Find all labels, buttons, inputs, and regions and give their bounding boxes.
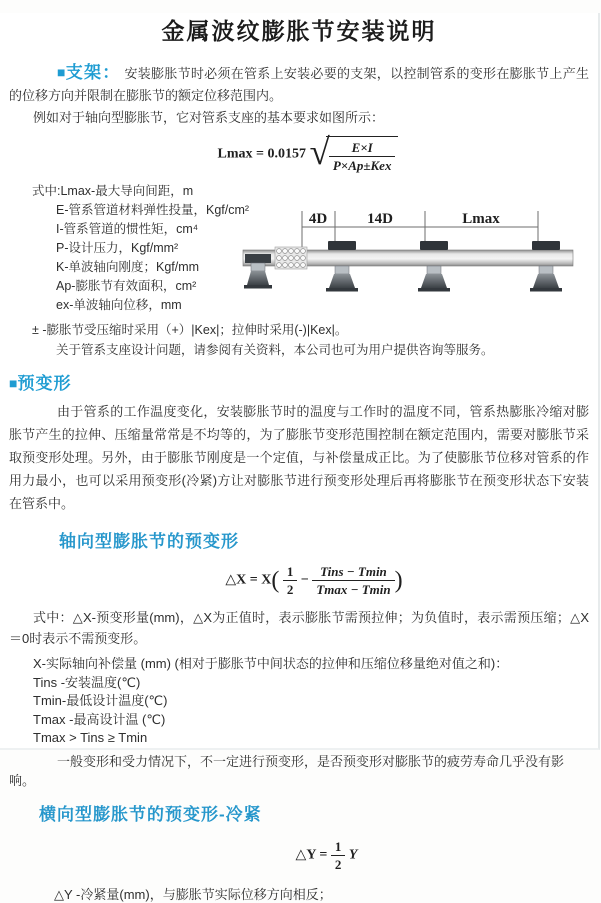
definition-item: P-设计压力，Kgf/mm² [56, 241, 179, 255]
lmax-formula [27, 132, 589, 173]
lmax-fraction-numerator: E×I [329, 140, 396, 157]
lmax-fraction-denominator: P×Ap±Kex [332, 158, 392, 173]
minus-sign: − [300, 572, 309, 588]
bracket-example-line: 例如对于轴向型膨胀节，它对管系支座的基本要求如图所示： [33, 110, 385, 125]
axial-preform-formula [39, 564, 589, 597]
close-paren: ) [394, 567, 403, 594]
axial-subsection-heading: 轴向型膨胀节的预变形 [59, 532, 239, 551]
lateral-preform-formula [64, 839, 589, 872]
document-page [0, 13, 600, 902]
open-paren: ( [271, 567, 280, 594]
axial-general-note: 一般变形和受力情况下，不一定进行预变形，是否预变形对膨胀节的疲劳寿命几乎没有影响。 [9, 753, 565, 788]
sqrt-expression [309, 132, 399, 173]
axial-formula-lhs: △X = X [225, 572, 272, 588]
section-square-icon: ■ [9, 375, 18, 391]
definition-item: E-管系管道材料弹性投量，Kgf/cm² [56, 203, 250, 217]
axial-variable-line: Tins -安装温度(℃) [33, 674, 141, 690]
axial-variable-line: Tmax > Tins ≥ Tmin [33, 730, 148, 745]
half-fraction [283, 564, 298, 597]
page-title: 金属波纹膨胀节安装说明 [161, 18, 437, 44]
axial-variable-line: X-实际轴向补偿量 (mm) (相对于膨胀节中间状态的拉伸和压缩位移量绝对值之和)： [33, 656, 509, 671]
lateral-subsection-heading: 横向型膨胀节的预变形-冷紧 [39, 804, 262, 824]
dim-label-4d: 4D [308, 211, 328, 227]
lateral-half-numerator: 1 [331, 839, 346, 856]
lateral-half-fraction [331, 839, 346, 872]
anchor-support [244, 254, 272, 289]
definition-lead: 式中:Lmax-最大导向间距，m [32, 184, 194, 198]
half-denominator: 2 [286, 582, 294, 597]
definitions-and-diagram [9, 182, 589, 316]
lateral-formula-rhs: Y [348, 847, 358, 863]
axial-variable-line: Tmin-最低设计温度(℃) [33, 693, 168, 708]
lmax-formula-lhs: Lmax = 0.0157 [217, 146, 307, 162]
preform-section-label: 预变形 [17, 374, 72, 393]
bracket-body-text: 安装膨胀节时必须在管系上安装必要的支架，以控制管系的变形在膨胀节上产生的位移方向并限制在膨胀节的额定位移范围内。 [9, 66, 589, 103]
section-square-icon: ■ [57, 64, 66, 80]
lmax-fraction [329, 140, 396, 173]
definition-item: I-管系管道的惯性矩，cm⁴ [56, 222, 199, 236]
definition-item: Ap-膨胀节有效面积，cm² [56, 279, 197, 293]
lateral-formula-lhs: △Y = [295, 847, 328, 863]
axial-variable-line: Tmax -最高设计温 (℃) [33, 711, 166, 727]
half-numerator: 1 [283, 564, 298, 581]
consulting-note: 关于管系支座设计问题，请参阅有关资料，本公司也可为用户提供咨询等服务。 [56, 343, 494, 357]
definition-item: K-单波轴向刚度；Kgf/mm [56, 260, 200, 274]
document-content [0, 61, 598, 903]
lateral-half-denominator: 2 [334, 856, 342, 872]
cold-tightening-note: △Y -冷紧量(mm)，与膨胀节实际位移方向相反； [54, 886, 332, 902]
temperature-fraction [312, 564, 394, 597]
pipe-support-diagram [241, 209, 601, 311]
bracket-paragraph [9, 61, 589, 107]
bracket-section-label: 支架： [65, 63, 121, 82]
preform-paragraph: 由于管系的工作温度变化，安装膨胀节时的温度与工作时的温度不同，管系热膨胀冷缩对膨胀节产生的拉伸、压缩量常常是不均等的，为了膨胀节变形范围控制在额定范围内，需要对膨胀节采取预变形处理。另外，由于膨胀节刚度是一个定值，与补偿量成正比。为了使膨胀节位移对管系的作用力最小，也可以采用预变形(冷紧)方让对膨胀节进行预变形处理后再将膨胀节在预变形状态下安装在管系中。 [9, 404, 589, 511]
sign-convention-note: ± -膨胀节受压缩时采用（+）|Kex|；拉伸时采用(-)|Kex|。 [32, 323, 348, 337]
temperature-denominator: Tmax − Tmin [316, 582, 391, 597]
temperature-numerator: Tins − Tmin [312, 564, 394, 581]
definition-item: ex-单波轴向位移，mm [56, 298, 182, 312]
dim-label-lmax: Lmax [462, 211, 500, 227]
axial-formula-explanation: 式中：△X-预变形量(mm)，△X为正值时，表示膨胀节需预拉伸；为负值时，表示需预压缩；△X＝0时表示不需预变形。 [9, 610, 589, 646]
dim-label-14d: 14D [367, 211, 393, 227]
radical-sign-icon: √ [309, 132, 330, 173]
preform-section-heading [9, 372, 589, 396]
sqrt-body [326, 136, 399, 173]
bellows-joint [275, 247, 307, 269]
